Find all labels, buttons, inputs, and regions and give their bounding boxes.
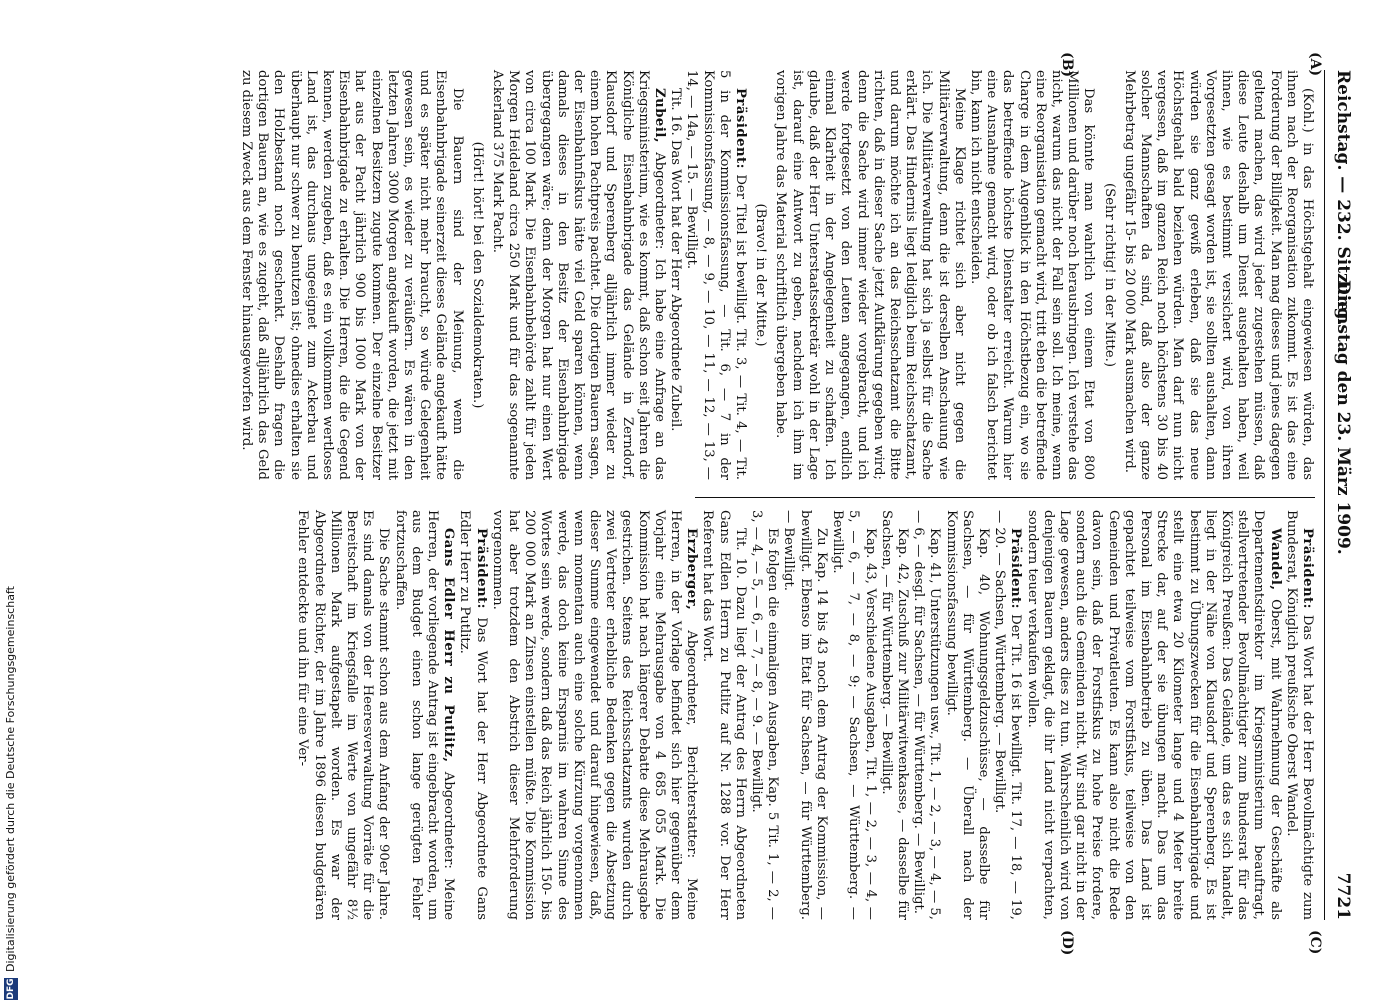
funding-note: Digitalisierung gefördert durch die Deutsche Forschungsgemeinschaft xyxy=(4,586,17,972)
paragraph-text: Das könnte man wahrlich von einem Etat von 800 Millionen und darüber noch herausbringen. Ich verstehe das nicht, warum das nicht der Fall sein soll. Ich meine, wenn eine Reorganisation gemacht wird, tritt eben die betreffende Charge in dem Augenblick in den Höchstbezug ein, wo sie das betreffende höchste Dienstalter erreicht. Warum hier eine Ausnahme gemacht wird, oder ob ich falsch berichtet bin, kann ich nicht entscheiden. xyxy=(967,70,1097,480)
interjection xyxy=(1100,70,1116,480)
margin-marker-c: (C) xyxy=(1307,930,1323,955)
speaker-name: Präsident: xyxy=(473,528,489,610)
paragraph-text: Es folgen die einmaligen Ausgaben, Kap. 5 Tit. 1, — 2, — 3, — 4, — 5, — 6, — 7, — 8, — 9. — Bewilligt. xyxy=(749,510,781,920)
paragraph-text: Abgeordneter: Meine Herren, der vorliegende Antrag ist eingebracht worden, um aus dem Budget einen schon lange gerügten Fehler fortzuschaffen. xyxy=(392,510,457,920)
paragraph-text: Abgeordneter: Ich habe eine Anfrage an das Kriegsministerium, wie es kommt, daß schon seit Jahren die Königliche Eisenbahnbrigade das Gelände in Zerndorf, Klausdorf und Sperenberg alljährlich immer wieder zu einem hohen Pachtpreis pachtet. Die dortigen Bauern sagen, der Eisenbahnfiskus hätte viel Geld sparen können, wenn damals dieses in den Besitz der Eisenbahnbrigade übergegangen wäre; denn der Morgen hat nur einen Wert von circa 100 Mark. Die Eisenbahnbehörde zahlt für jeden Morgen Heideland circa 250 Mark und für das sogenannte Ackerland 375 Mark Pacht. xyxy=(490,70,668,480)
right-column xyxy=(294,510,1315,920)
paragraph-text: Die Sache stammt schon aus dem Anfang der 90er Jahre. Es sind damals von der Heeresverwaltung Vorräte für die Bereitschaft im Kriegsfalle im Werte von ungefähr 8½ Millionen Mark aufgestapelt worden. Es war der Abgeordnete Richter, der im Jahre 1896 diesen budgetären Fehler entdeckte und ihn für eine Ver- xyxy=(295,510,392,920)
paragraph-text: Kap. 40, Wohnungsgeldzuschüsse, — dasselbe für Sachsen, — für Württemberg. — Überall nach der Kommissionsfassung bewilligt. xyxy=(943,510,991,920)
paragraph xyxy=(391,510,456,920)
paragraph-text: Kap. 41, Unterstützungen usw., Tit. 1, — 2, — 3, — 4, — 5, — 6, — desgl. für Sachsen, — für Württemberg. — Bewilligt. xyxy=(911,510,943,920)
paragraph xyxy=(1023,510,1282,920)
page-header xyxy=(1324,70,1355,920)
paragraph xyxy=(1283,510,1315,920)
paragraph-text: Das Wort hat der Herr Abgeordnete Gans Edler Herr zu Putlitz. xyxy=(457,510,489,920)
speaker-name: Präsident: xyxy=(733,88,749,170)
paragraph xyxy=(489,70,667,480)
left-column xyxy=(238,70,1315,480)
page-number: 7721 xyxy=(1333,872,1353,920)
paragraph-text: Tit. 10. Dazu liegt der Antrag des Herrn Abgeordneten Gans Edlen Herrn zu Putlitz auf Nr. 1288 vor. Der Herr Referent hat das Wort. xyxy=(700,510,748,920)
header-session: Reichstag. — 232. Sitzung. xyxy=(1333,70,1353,326)
speaker-name: Wandel, xyxy=(1267,528,1283,591)
paragraph-text: Die Bauern sind der Meinung, wenn die Eisenbahnbrigade seinerzeit dieses Gelände angekauft hätte und es später nicht mehr braucht, so würde Gelegenheit gewesen sein, es wieder zu veräußern. Es wären in den letzten Jahren 3000 Morgen angekauft worden, die jetzt mit einzelnen Besitzern zugute kommen. Der einzelne Besitzer hat aus der Pacht jährlich 900 bis 1000 Mark von der Eisenbahnbrigade zu erhalten. Die Herren, die die Gegend kennen, werden zugeben, daß es ein vollkommen wertloses Land ist, das durchaus ungeeignet zum Ackerbau und überhaupt nur schwer zu benutzen ist; ohnedies erhalten sie den Holzbestand noch geschenkt. Deshalb fragen die dortigen Bauern an, wie es zugeht, daß alljährlich das Geld zu diesem Zweck aus dem Fenster hinausgeworfen wird. xyxy=(239,70,465,480)
paragraph-text: Abgeordneter, Berichterstatter: Meine Herren, in der Vorlage befindet sich hier gegenüber dem Vorjahr eine Mehrausgabe von 4 685 055 Mark. Die Kommission hat nach längerer Debatte diese Mehrausgabe gestrichen. Seitens des Reichsschatzamts wurden durch zwei Vertreter erhebliche Bedenken gegen die Absetzung dieser Summe eingewendet und darauf hingewiesen, daß, wenn momentan auch eine solche Kürzung vorgenommen werde, das doch keine Ersparnis im wahren Sinne des Wortes sein werde, sondern daß das Reich jährlich 150- bis 200 000 Mark an Zinsen einstellen müßte. Die Kommission hat aber trotzdem den Abstrich dieser Mehrforderung vorgenommen. xyxy=(489,510,700,920)
interjection xyxy=(752,70,768,480)
paragraph xyxy=(910,510,942,920)
interjection-text: (Bravo! in der Mitte.) xyxy=(753,203,769,347)
speaker-name: Präsident: xyxy=(1300,528,1315,610)
paragraph-text: Zu Kap. 14 bis 43 noch dem Antrag der Kommission, — bewilligt. Ebenso im Etat für Sachsen, — für Württemberg. — Bewilligt. xyxy=(781,510,829,920)
paragraph xyxy=(829,510,878,920)
funding-sidebar xyxy=(2,0,22,1000)
paragraph-text: Der Titel ist bewilligt. Tit. 3, — Tit. 4, — Tit. 5 in der Kommissionsfassung, — Tit. 6, — 7 in der Kommissionsfassung, — 8, — 9, — 10, — 11, — 12, — 13, — 14, — 14a, — 15. — Bewilligt. xyxy=(684,70,749,480)
paragraph-text: Kap. 43, Verschiedene Ausgaben, Tit. 1, — 2, — 3, — 4, — 5, — 6, — 7, — 8, — 9; — Sachsen, — Württemberg. — Bewilligt. xyxy=(830,510,878,920)
margin-marker-d: (D) xyxy=(1059,930,1075,956)
speaker-name: Zubeil, xyxy=(652,88,668,143)
paragraph xyxy=(772,70,966,480)
paragraph xyxy=(294,510,391,920)
interjection-text: (Hört! hört! bei den Sozialdemokraten.) xyxy=(469,141,485,409)
margin-marker-a: (A) xyxy=(1307,52,1323,77)
paragraph xyxy=(667,70,683,480)
interjection-text: (Sehr richtig! in der Mitte.) xyxy=(1101,183,1117,367)
paragraph xyxy=(878,510,910,920)
paragraph-text: Oberst, mit Wahrnehmung der Geschäfte als Departementsdirektor im Kriegsministerium beauftragt, stellvertretender Bevollmächtigter zum Bundesrat für das Königreich Preußen: Das Gelände, um das es sich handelt, liegt in der Nähe von Klausdorf und Sperenberg. Es ist bestimmt zu Übungszwecken für die Eisenbahnbrigade und stellt eine etwa 20 Kilometer lange und 4 Meter breite Strecke dar, auf der sie übungen macht. Das um das Personal im Eisenbahnbetrieb zu üben. Das Land ist gepachtet teilweise vom Forstfiskus, teilweise von den Gemeinden und Privatleuten. Es kann also nicht die Rede davon sein, daß der Forstfiskus zu hohe Preise fordere, sondern auch die Gemeinden nicht. Wir sind gar nicht in der Lage gewesen, anders dies zu tun. Wahrscheinlich wird von denjenigen Bauern geklagt, die ihr Land nicht verpachten, sondern teuer verkaufen wollen. xyxy=(1024,510,1283,920)
paragraph xyxy=(489,510,700,920)
speaker-name: Erzberger, xyxy=(684,528,700,611)
paragraph-text: Meine Klage richtet sich aber nicht gegen die Militärverwaltung, denn die ist derselben Anschauung wie ich. Die Militärverwaltung hat sich ja selbst für die Sache erklärt. Das Hindernis liegt lediglich beim Reichsschatzamt, und darum möchte ich an das Reichsschatzamt die Bitte richten, daß in dieser Sache jetzt Aufklärung gegeben wird; denn die Sache wird immer wieder vorgebracht, und ich werde fortgesetzt von den Leuten angegangen, endlich einmal Klarheit in der Angelegenheit zu schaffen. Ich glaube, daß der Herr Unterstaatssekretär wohl in der Lage ist, darauf eine Antwort zu geben, nachdem ich ihm im vorigen Jahre das Material schriftlich übergeben habe. xyxy=(773,70,967,480)
dfg-logo: DFG xyxy=(6,978,16,1000)
document-page xyxy=(83,0,1383,1000)
speaker-name: Gans Edler Herr zu Putlitz, xyxy=(441,528,457,763)
paragraph xyxy=(699,510,748,920)
margin-marker-b: (B) xyxy=(1059,52,1075,78)
paragraph xyxy=(238,70,465,480)
header-date: Dienstag den 23. März 1909. xyxy=(1333,280,1353,555)
paragraph-text: Der Tit. 16 ist bewilligt. Tit. 17, — 18, — 19, — 20. — Sachsen, Württemberg. — Bewilligt. xyxy=(992,510,1024,920)
paragraph xyxy=(967,70,1097,480)
paragraph xyxy=(748,510,780,920)
paragraph-text: Das Wort hat der Herr Bevollmächtigte zum Bundesrat, Königlich preußische Oberst Wandel. xyxy=(1283,510,1315,920)
paragraph-text: Kap. 42, Zuschuß zur Militärwitwenkasse, — dasselbe für Sachsen, — für Württemberg. — Bewilligt. xyxy=(878,510,910,920)
speaker-name: Präsident: xyxy=(1008,528,1024,610)
column-divider xyxy=(695,497,1315,498)
paragraph xyxy=(942,510,991,920)
paragraph-text: (Kohl.) in das Höchstgehalt eingewiesen würden, das ihnen nach der Reorganisation zukommt. Es ist das eine Forderung der Billigkeit. Man mag dieses und jenes dagegen geltend machen, das wird jeder zugestehen müssen, daß diese Leute deshalb um Dienst ausgehalten haben, weil ihnen, wie es bestimmt versichert wird, von ihren Vorgesetzten gesagt worden ist, sie sollten aushalten, dann würden sie ganz gewiß erleben, daß sie das neue Höchstgehalt bald beziehen würden. Man darf nun nicht vergessen, daß im ganzen Reich noch höchstens 30 bis 40 solcher Mannschaften da sind, daß also der ganze Mehrbetrag ungefähr 15- bis 20 000 Mark ausmachen wird. xyxy=(1121,70,1315,480)
paragraph-text: Tit. 16. Das Wort hat der Herr Abgeordnete Zubeil. xyxy=(668,88,684,432)
interjection xyxy=(469,70,485,480)
paragraph xyxy=(456,510,488,920)
paragraph xyxy=(780,510,829,920)
paragraph xyxy=(991,510,1023,920)
paragraph xyxy=(1121,70,1315,480)
paragraph xyxy=(683,70,748,480)
